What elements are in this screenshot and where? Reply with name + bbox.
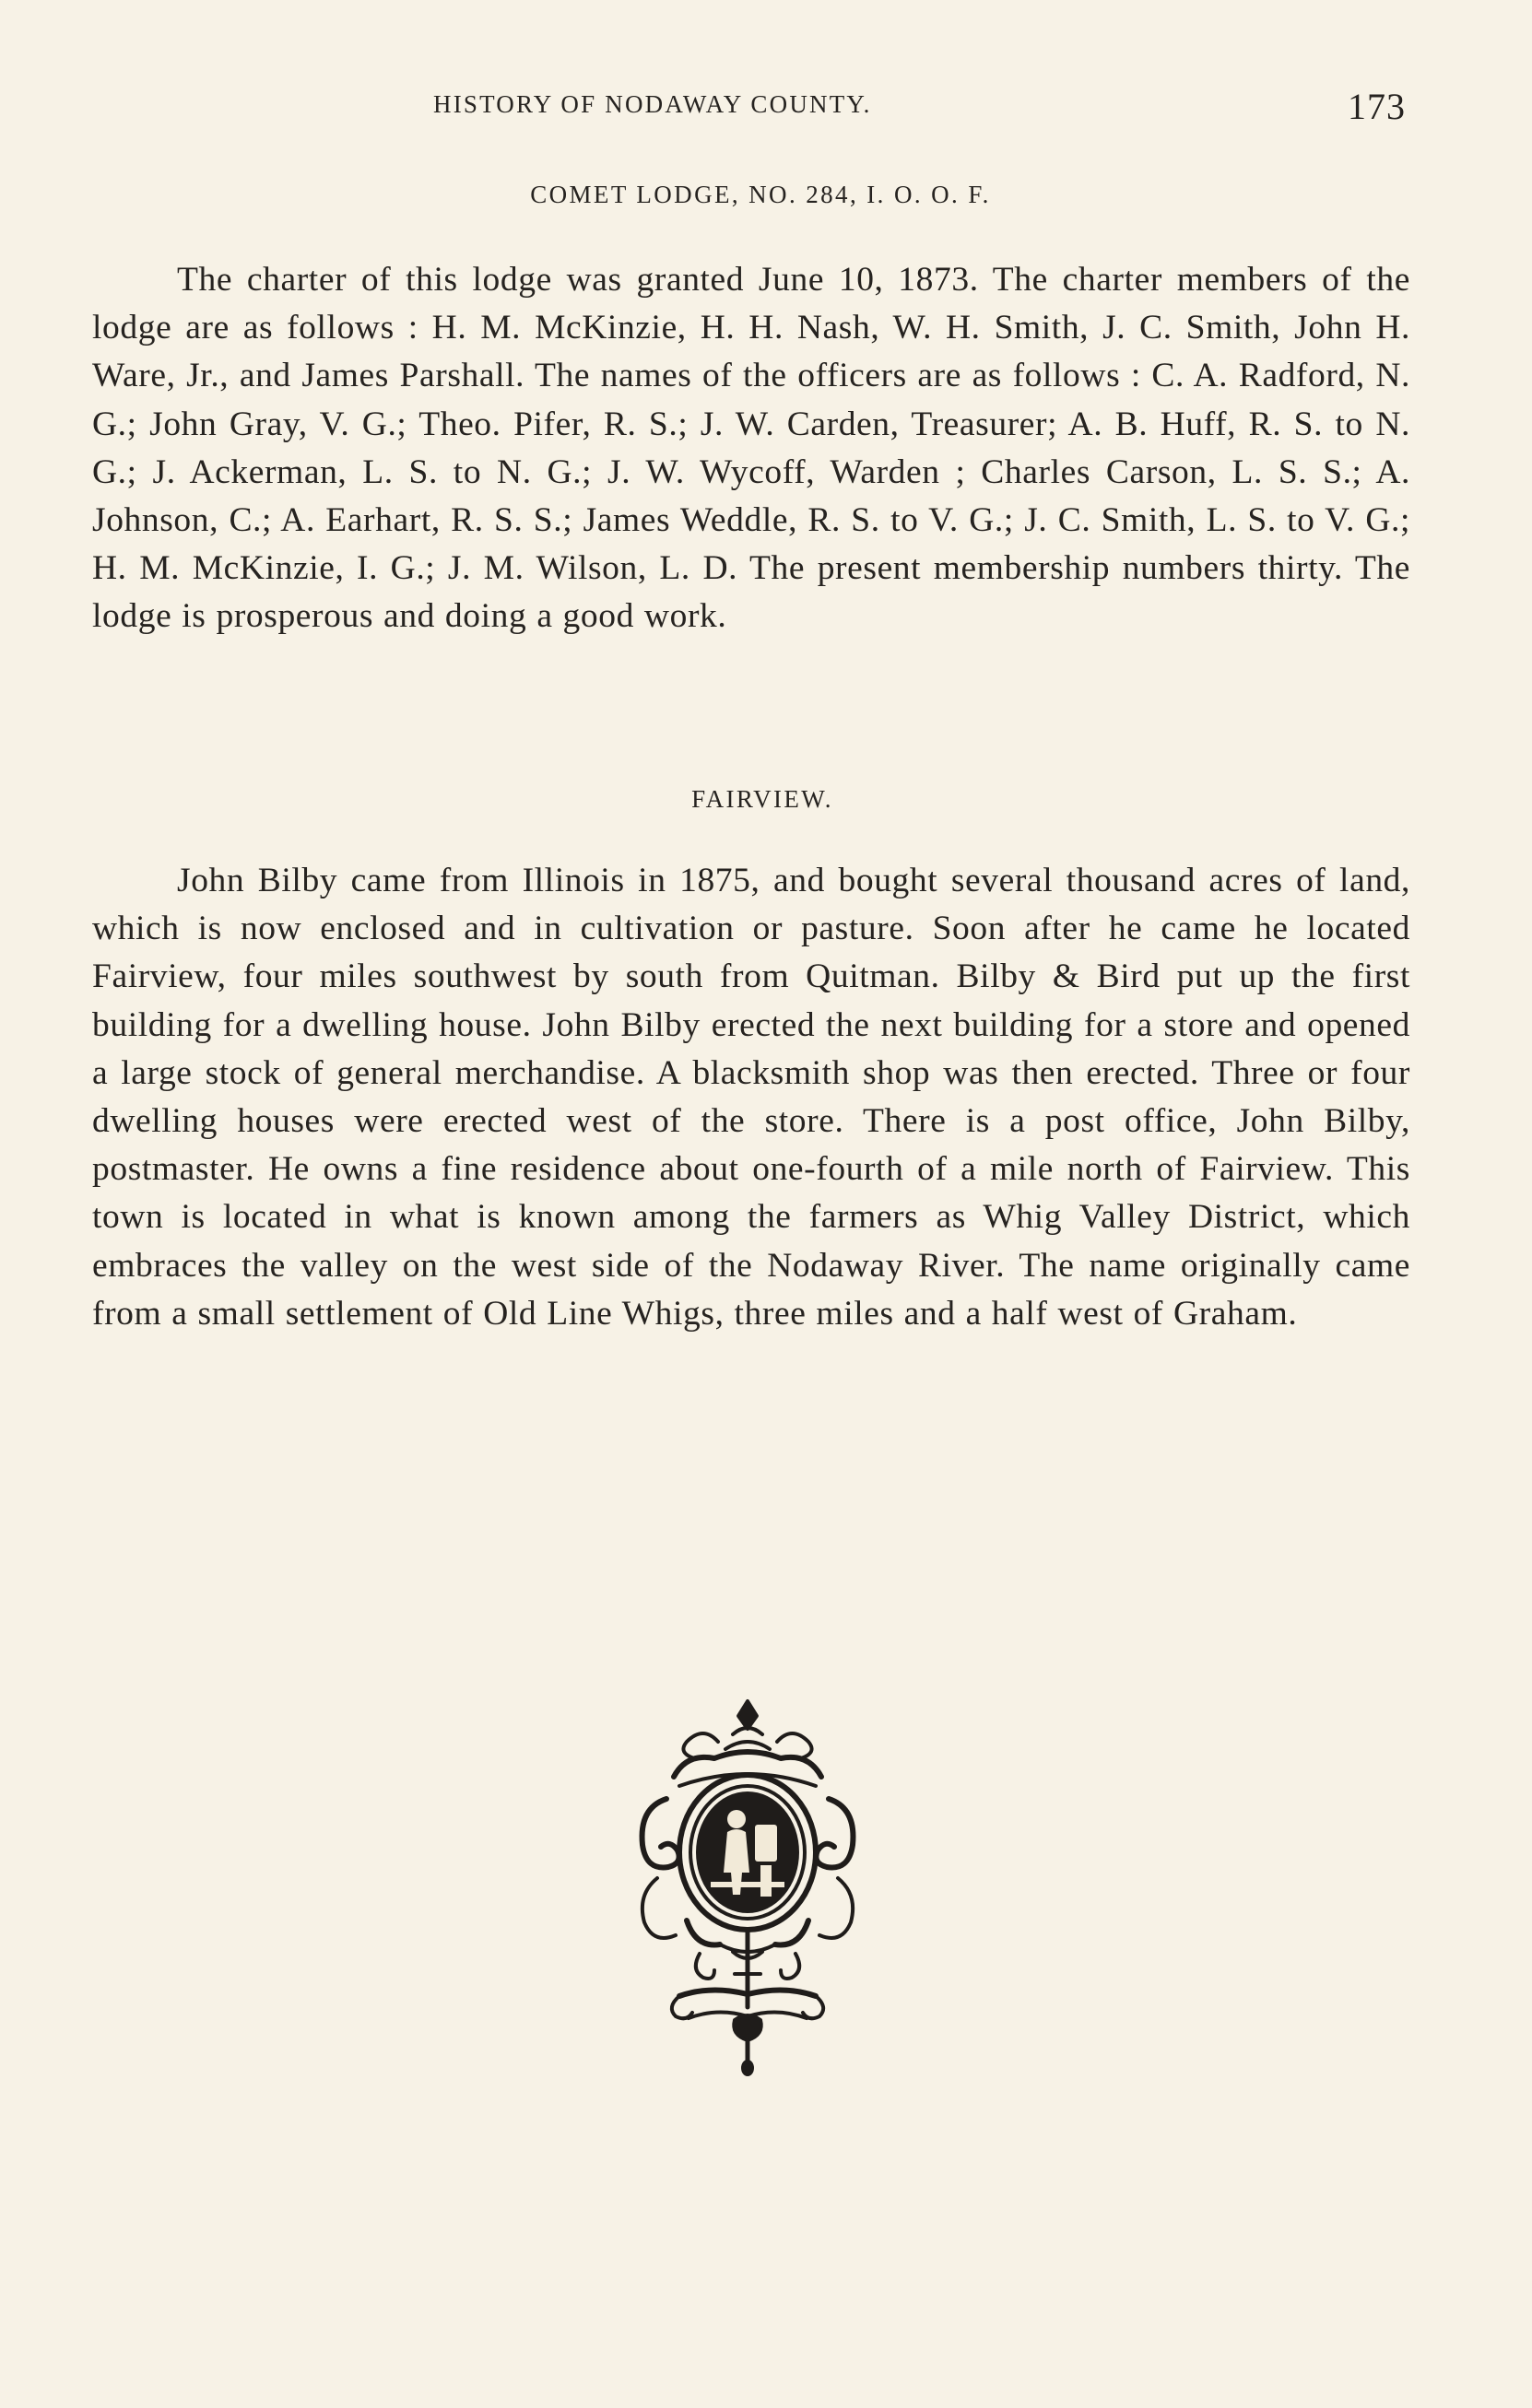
section-heading-comet-lodge: COMET LODGE, NO. 284, I. O. O. F. <box>530 181 991 208</box>
printers-mark-ornament-icon <box>622 1697 873 2077</box>
running-title: HISTORY OF NODAWAY COUNTY. <box>433 90 872 118</box>
running-head <box>0 86 1532 136</box>
page-number: 173 <box>1348 86 1406 127</box>
section-heading-fairview: FAIRVIEW. <box>691 785 833 813</box>
paragraph-fairview: John Bilby came from Illinois in 1875, and bought several thousand acres of land, which is now enclosed and in cultivation or pasture. Soon after he came he located Fairview, four miles southwest by south from Quitman. Bilby & Bird put up the first building for a dwelling house. John Bilby erected the next building for a store and opened a large stock of general merchandise. A blacksmith shop was then erected. Three or four dwelling houses were erected west of the store. There is a post office, John Bilby, postmaster. He owns a fine residence about one-fourth of a mile north of Fairview. This town is located in what is known among the farmers as Whig Valley District, which embraces the valley on the west side of the Nodaway River. The name originally came from a small settlement of Old Line Whigs, three miles and a half west of Graham. <box>92 862 1410 1333</box>
paragraph-comet-lodge: The charter of this lodge was granted June 10, 1873. The charter members of the lodge are as follows : H. M. McKinzie, H. H. Nash, W. H. Smith, J. C. Smith, John H. Ware, Jr., and James Parshall. The names of the officers are as follows : C. A. Radford, N. G.; John Gray, V. G.; Theo. Pifer, R. S.; J. W. Carden, Treasurer; A. B. Huff, R. S. to N. G.; J. Ackerman, L. S. to N. G.; J. W. Wycoff, Warden ; Charles Carson, L. S. S.; A. Johnson, C.; A. Earhart, R. S. S.; James Weddle, R. S. to V. G.; J. C. Smith, L. S. to V. G.; H. M. McKinzie, I. G.; J. M. Wilson, L. D. The present membership numbers thirty. The lodge is prosperous and doing a good work. <box>92 261 1410 636</box>
